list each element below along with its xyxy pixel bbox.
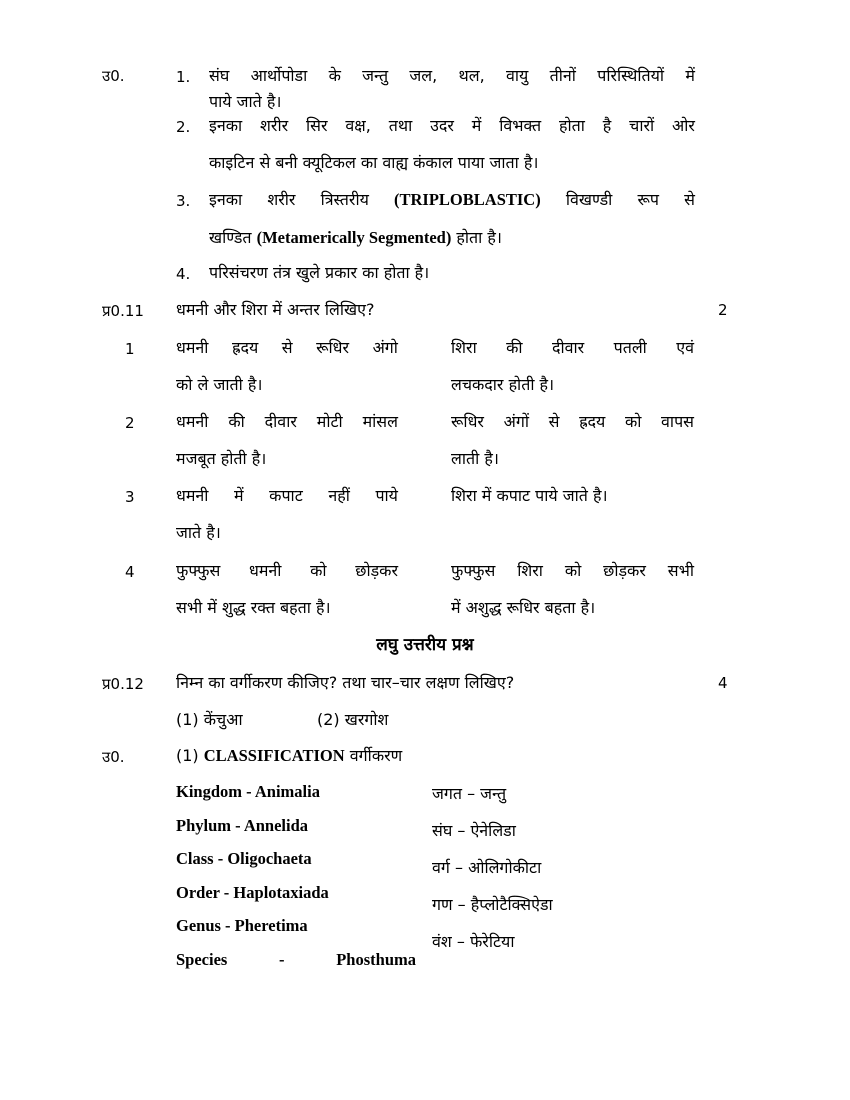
classification-heading: (1) CLASSIFICATION वर्गीकरण bbox=[176, 746, 403, 765]
point-1-line-2: पाये जाते है। bbox=[209, 92, 282, 111]
vein-point-2: रूधिर अंगों से ह्रदय को वापस bbox=[451, 412, 694, 431]
classification-phylum: Phylum - Annelida bbox=[176, 816, 309, 835]
question-label: प्र0.12 bbox=[102, 675, 144, 693]
point-2-line-1: इनका शरीर सिर वक्ष, तथा उदर में विभक्त होता है चारों ओर bbox=[209, 116, 695, 135]
artery-point-4: फुफ्फुस धमनी को छोड़कर bbox=[176, 561, 398, 580]
question-text: धमनी और शिरा में अन्तर लिखिए? bbox=[176, 300, 375, 319]
vein-point-4-cont: में अशुद्ध रूधिर बहता है। bbox=[451, 598, 596, 617]
vein-point-4: फुफ्फुस शिरा को छोड़कर सभी bbox=[451, 561, 694, 580]
classification-kingdom: Kingdom - Animalia bbox=[176, 782, 320, 801]
artery-point-2: धमनी की दीवार मोटी मांसल bbox=[176, 412, 398, 431]
artery-point-3: धमनी में कपाट नहीं पाये bbox=[176, 486, 398, 505]
classification-hindi-order: गण – हैप्लोटैक्सिऐडा bbox=[432, 895, 553, 914]
vein-point-3: शिरा में कपाट पाये जाते है। bbox=[451, 486, 608, 505]
vein-point-1-cont: लचकदार होती है। bbox=[451, 375, 555, 394]
row-number: 4 bbox=[125, 563, 135, 581]
classification-order: Order - Haplotaxiada bbox=[176, 883, 329, 902]
vein-point-2-cont: लाती है। bbox=[451, 449, 499, 468]
option-rabbit: (2) खरगोश bbox=[317, 710, 389, 729]
point-number: 3. bbox=[176, 192, 191, 210]
artery-point-1: धमनी ह्रदय से रूधिर अंगो bbox=[176, 338, 398, 357]
question-label: प्र0.11 bbox=[102, 302, 144, 320]
section-heading: लघु उत्तरीय प्रश्न bbox=[376, 635, 474, 655]
artery-point-1-cont: को ले जाती है। bbox=[176, 375, 263, 394]
question-text: निम्न का वर्गीकरण कीजिए? तथा चार–चार लक्षण लिखिए? bbox=[176, 673, 515, 692]
vein-point-1: शिरा की दीवार पतली एवं bbox=[451, 338, 694, 357]
point-number: 1. bbox=[176, 68, 191, 86]
point-3-line-1: इनका शरीर त्रिस्तरीय (TRIPLOBLASTIC) विखण्डी रूप से bbox=[209, 190, 695, 209]
classification-hindi-genus: वंश – फेरेटिया bbox=[432, 932, 515, 951]
classification-hindi-phylum: संघ – ऐनेलिडा bbox=[432, 821, 516, 840]
classification-hindi-kingdom: जगत – जन्तु bbox=[432, 784, 507, 803]
row-number: 2 bbox=[125, 414, 135, 432]
classification-genus: Genus - Pheretima bbox=[176, 916, 308, 935]
answer-label: उ0. bbox=[102, 748, 125, 766]
classification-class: Class - Oligochaeta bbox=[176, 849, 312, 868]
artery-point-2-cont: मजबूत होती है। bbox=[176, 449, 267, 468]
point-3-line-2: खण्डित (Metamerically Segmented) होता है। bbox=[209, 228, 502, 247]
point-2-line-2: काइटिन से बनी क्यूटिकल का वाह्य कंकाल पाया जाता है। bbox=[209, 153, 539, 172]
classification-hindi-class: वर्ग – ओलिगोकीटा bbox=[432, 858, 542, 877]
point-number: 4. bbox=[176, 265, 191, 283]
classification-species: Species - Phosthuma bbox=[176, 950, 416, 969]
row-number: 1 bbox=[125, 340, 135, 358]
option-earthworm: (1) केंचुआ bbox=[176, 710, 243, 729]
point-number: 2. bbox=[176, 118, 191, 136]
artery-point-3-cont: जाते है। bbox=[176, 523, 221, 542]
point-4-line: परिसंचरण तंत्र खुले प्रकार का होता है। bbox=[209, 263, 430, 282]
question-marks: 4 bbox=[718, 674, 728, 692]
row-number: 3 bbox=[125, 488, 135, 506]
question-marks: 2 bbox=[718, 301, 728, 319]
point-1-line-1: संघ आर्थोपोडा के जन्तु जल, थल, वायु तीनों परिस्थितियों में bbox=[209, 66, 695, 85]
answer-label: उ0. bbox=[102, 67, 125, 85]
artery-point-4-cont: सभी में शुद्ध रक्त बहता है। bbox=[176, 598, 331, 617]
